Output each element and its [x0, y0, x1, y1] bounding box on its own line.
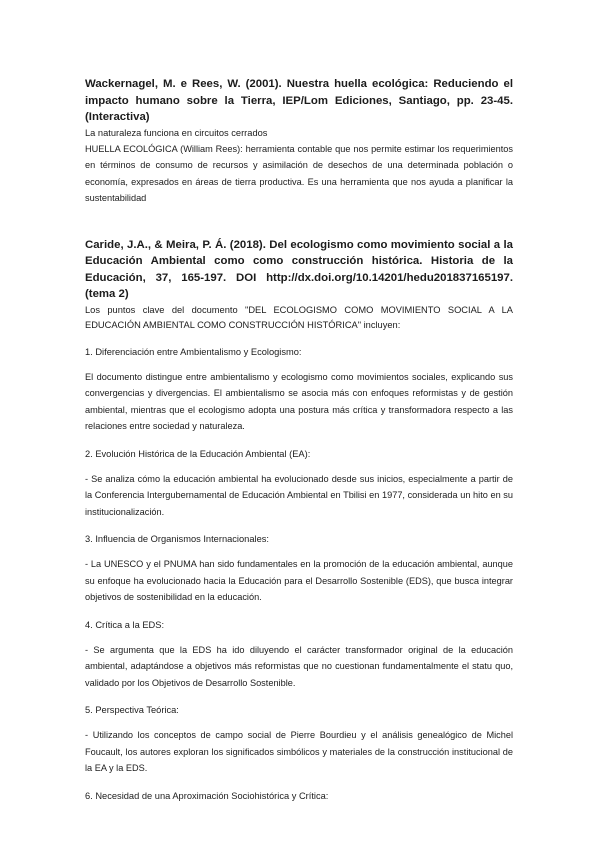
point-5-heading: 5. Perspectiva Teórica:	[85, 705, 179, 715]
point-4-body: - Se argumenta que la EDS ha ido diluyendo el carácter transformador original de la educación ambiental, adaptándose a objetivos más reformistas que no cuestionan fundamentalmente el statu quo, validado por los Objetivos de Desarrollo Sostenible.	[85, 644, 513, 688]
point-3-body: - La UNESCO y el PNUMA han sido fundamentales en la promoción de la educación ambiental, aunque su enfoque ha evolucionado hacia la Educación para el Desarrollo Sostenible (EDS), que busca integrar objetivos de sostenibilidad en la educación.	[85, 559, 513, 602]
point-2-body: - Se analiza cómo la educación ambiental ha evolucionado desde sus inicios, especialmente a partir de la Conferencia Intergubernamental de Educación Ambiental en Tbilisi en 1977, considerada un hito en su institucionalización.	[85, 473, 513, 517]
point-2-heading: 2. Evolución Histórica de la Educación Ambiental (EA):	[85, 448, 311, 459]
point-5-body: - Utilizando los conceptos de campo social de Pierre Bourdieu y el análisis genealógico de Michel Foucault, los autores exploran los significados simbólicos y materiales de la construcción institucional de la EA y la EDS.	[85, 730, 513, 773]
reference-title-wackernagel: Wackernagel, M. e Rees, W. (2001). Nuestra huella ecológica: Reduciendo el impacto humano sobre la Tierra, IEP/Lom Ediciones, Santiago, pp. 23-45. (Interactiva)	[85, 78, 513, 123]
point-6-heading: 6. Necesidad de una Aproximación Sociohistórica y Crítica:	[85, 790, 329, 801]
point-4-heading: 4. Crítica a la EDS:	[85, 619, 165, 630]
point-1-body: El documento distingue entre ambientalismo y ecologismo como movimientos sociales, explicando sus convergencias y divergencias. El ambientalismo se asocia más con enfoques reformistas y de gestión ambiental, mientras que el ecologismo adopta una postura más crítica y transformadora respecto a las relaciones entre sociedad y naturaleza.	[85, 371, 513, 431]
point-3-heading: 3. Influencia de Organismos Internacionales:	[85, 534, 269, 544]
point-1-heading: 1. Diferenciación entre Ambientalismo y Ecologismo:	[85, 346, 302, 357]
reference-title-caride: Caride, J.A., & Meira, P. Á. (2018). Del ecologismo como movimiento social a la Educación Ambiental como como construcción histórica. Historia de la Educación, 37, 165-197. DOI http://dx.doi.org/10.14201/hedu201837165197. (tema 2)	[85, 238, 513, 300]
huella-ecologica-paragraph: HUELLA ECOLÓGICA (William Rees): herramienta contable que nos permite estimar los requerimientos en términos de consumo de recursos y asimilación de desechos de una determinada población o economía, expresados en áreas de tierra productiva. Es una herramienta que nos ayuda a planificar la sustentabilidad	[85, 143, 513, 203]
key-points-intro: Los puntos clave del documento "DEL ECOLOGISMO COMO MOVIMIENTO SOCIAL A LA EDUCACIÓN AMBIENTAL COMO CONSTRUCCIÓN HISTÓRICA" incluyen:	[85, 304, 513, 330]
document-page	[85, 76, 513, 813]
reference-subtitle: La naturaleza funciona en circuitos cerrados	[85, 127, 268, 138]
